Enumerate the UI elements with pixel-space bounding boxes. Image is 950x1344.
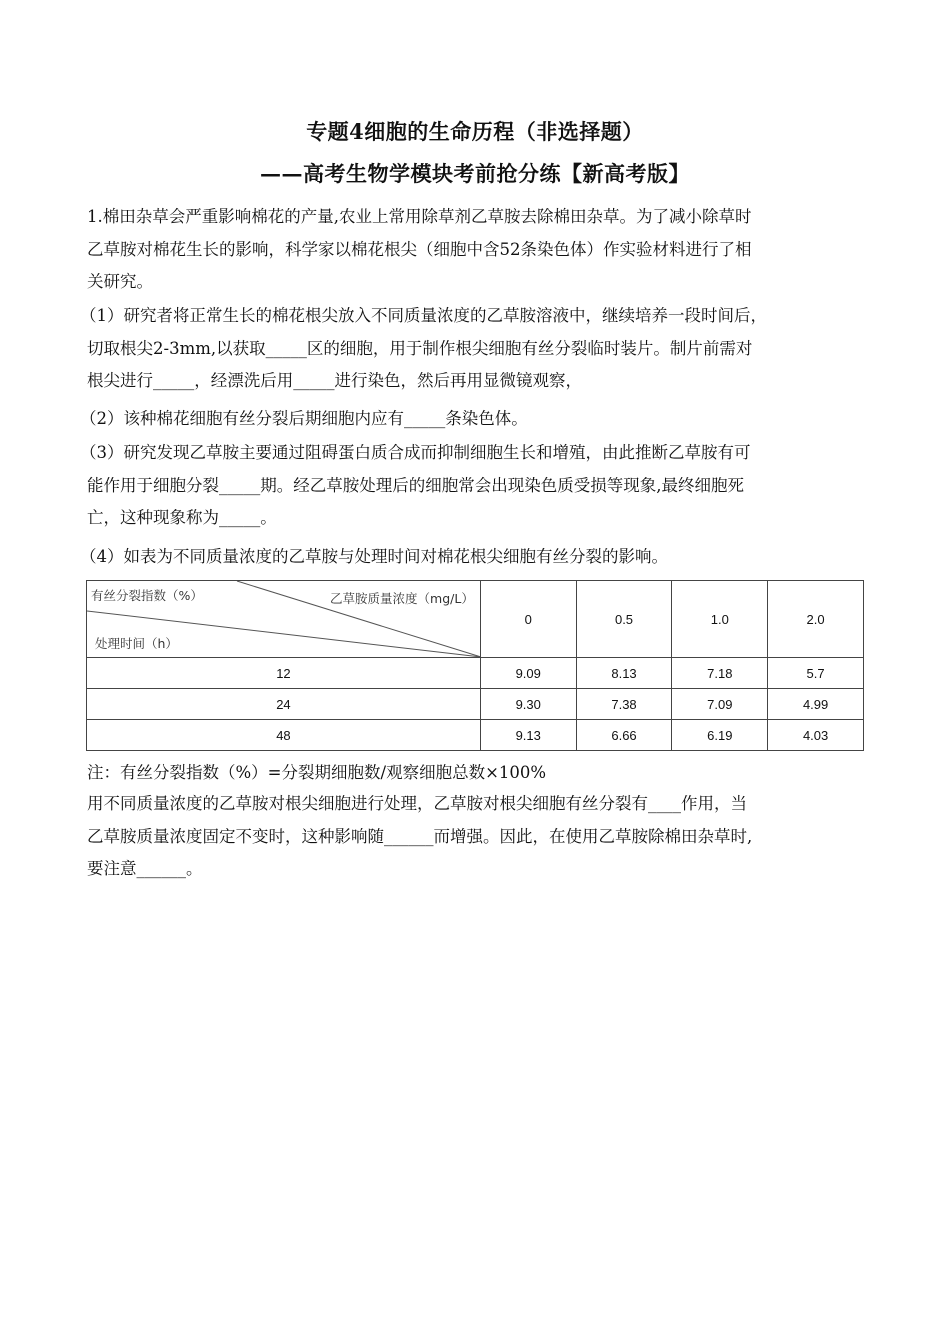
row-value-cell: 5.7 [768, 658, 864, 689]
intro-line-1: 1.棉田杂草会严重影响棉花的产量,农业上常用除草剂乙草胺去除棉田杂草。为了减小除草时 [87, 207, 752, 226]
row-time-cell: 12 [87, 658, 481, 689]
question-intro [87, 201, 877, 299]
row-value-cell: 7.38 [576, 689, 672, 720]
conclusion-line-3: 要注意______。 [87, 859, 203, 878]
row-value-cell: 8.13 [576, 658, 672, 689]
table-diagonal-header-cell [87, 581, 481, 658]
mitosis-index-table [86, 580, 864, 751]
question-part-3 [80, 437, 870, 535]
part3-line-1: （3）研究发现乙草胺主要通过阻碍蛋白质合成而抑制细胞生长和增殖，由此推断乙草胺有可 [80, 443, 751, 462]
header-concentration-1-0: 1.0 [672, 581, 768, 658]
row-value-cell: 6.66 [576, 720, 672, 751]
conclusion-line-2: 乙草胺质量浓度固定不变时，这种影响随______而增强。因此，在使用乙草胺除棉田杂草时, [87, 826, 753, 846]
row-value-cell: 9.30 [480, 689, 576, 720]
question-conclusion [87, 788, 877, 886]
table-row [87, 658, 864, 689]
row-value-cell: 4.99 [768, 689, 864, 720]
part1-line-1: （1）研究者将正常生长的棉花根尖放入不同质量浓度的乙草胺溶液中，继续培养一段时间后， [80, 306, 767, 325]
row-time-cell: 24 [87, 689, 481, 720]
row-value-cell: 9.13 [480, 720, 576, 751]
row-value-cell: 9.09 [480, 658, 576, 689]
table-row [87, 689, 864, 720]
row-value-cell: 6.19 [672, 720, 768, 751]
question-part-4 [80, 541, 870, 574]
header-concentration-0-5: 0.5 [576, 581, 672, 658]
part1-line-2: 切取根尖2-3mm,以获取_____区的细胞，用于制作根尖细胞有丝分裂临时装片。制片前需对 [87, 338, 753, 358]
title-subtitle: ——高考生物学模块考前抢分练【新高考版】 [260, 161, 690, 186]
question-part-1 [80, 300, 870, 398]
intro-line-2: 乙草胺对棉花生长的影响，科学家以棉花根尖（细胞中含52条染色体）作实验材料进行了相 [87, 239, 752, 259]
row-value-cell: 7.09 [672, 689, 768, 720]
question-part-2 [80, 403, 870, 436]
table-row [87, 720, 864, 751]
part1-line-3: 根尖进行_____，经漂洗后用_____进行染色，然后再用显微镜观察， [87, 371, 582, 390]
header-time-label: 处理时间（h） [95, 636, 178, 651]
header-mitosis-index-label: 有丝分裂指数（%） [91, 588, 203, 603]
part3-line-3: 亡，这种现象称为_____。 [87, 508, 277, 527]
part4-line-1: （4）如表为不同质量浓度的乙草胺与处理时间对棉花根尖细胞有丝分裂的影响。 [80, 547, 668, 566]
part3-line-2: 能作用于细胞分裂_____期。经乙草胺处理后的细胞常会出现染色质受损等现象,最终细胞死 [87, 475, 744, 495]
row-time-cell: 48 [87, 720, 481, 751]
table-header-row [87, 581, 864, 658]
conclusion-line-1: 用不同质量浓度的乙草胺对根尖细胞进行处理，乙草胺对根尖细胞有丝分裂有____作用，当 [87, 794, 747, 813]
header-concentration-2-0: 2.0 [768, 581, 864, 658]
row-value-cell: 4.03 [768, 720, 864, 751]
part2-line-1: （2）该种棉花细胞有丝分裂后期细胞内应有_____条染色体。 [80, 409, 528, 428]
intro-line-3: 关研究。 [87, 272, 153, 291]
header-concentration-0: 0 [480, 581, 576, 658]
title-main: 专题4细胞的生命历程（非选择题） [306, 119, 644, 144]
header-concentration-label: 乙草胺质量浓度（mg/L） [330, 591, 474, 606]
row-value-cell: 7.18 [672, 658, 768, 689]
table-note: 注：有丝分裂指数（%）=分裂期细胞数/观察细胞总数×100% [87, 763, 547, 782]
